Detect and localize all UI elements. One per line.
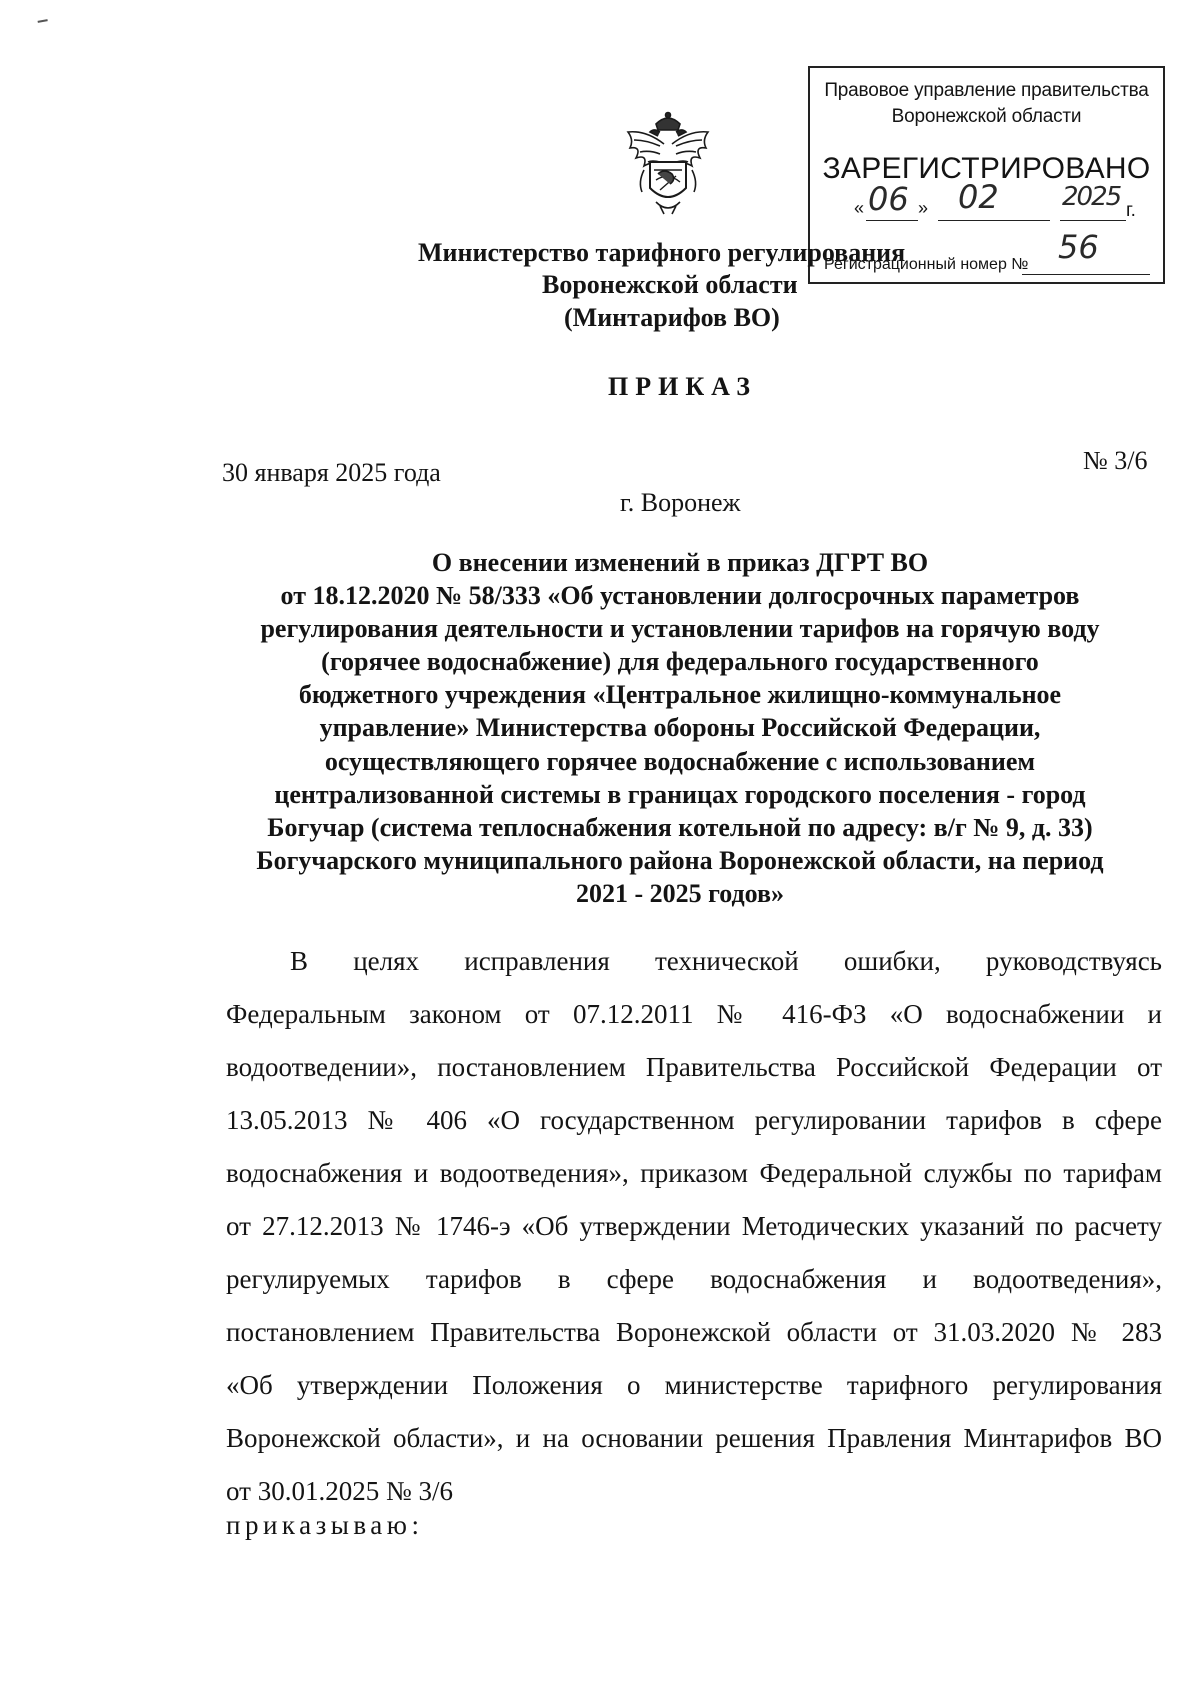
body-line: регулируемых тарифов в сфере водоснабжения и водоотведения», [226,1264,1162,1294]
subject-line: Богучар (система теплоснабжения котельной по адресу: в/г № 9, д. 33) [267,812,1093,842]
scan-mark [38,19,49,27]
subject-line: 2021 - 2025 годов» [575,878,785,908]
body-line: постановлением Правительства Воронежской области от 31.03.2020 № 283 [226,1317,1162,1347]
body-line: от 30.01.2025 № 3/6 [226,1476,453,1506]
subject-line: регулирования деятельности и установлении тарифов на горячую воду [260,614,1100,644]
stamp-month-underline [938,220,1050,221]
subject-line: (горячее водоснабжение) для федерального государственного [321,647,1039,677]
order-verb: приказываю: [226,1510,424,1540]
stamp-year-underline [1060,220,1126,221]
stamp-month: 02 [958,178,999,216]
body-line: «Об утверждении Положения о министерстве тарифного регулирования [226,1370,1162,1400]
body-line: водоотведении», постановлением Правительства Российской Федерации от [226,1052,1162,1082]
order-subject [200,546,1160,910]
subject-line: осуществляющего горячее водоснабжение с использованием [324,746,1036,776]
subject-line: Богучарского муниципального района Воронежской области, на период [256,845,1104,875]
subject-line: бюджетного учреждения «Центральное жилищно-коммунальное [298,680,1062,710]
stamp-quote-close: » [918,198,929,218]
stamp-reg-underline [1022,274,1150,275]
order-title: ПРИКАЗ [608,372,758,401]
order-number: № 3/6 [1083,446,1148,475]
stamp-year: 2025 [1062,182,1121,212]
stamp-reg-label: Регистрационный номер № [824,256,1029,273]
stamp-day-underline [866,220,918,221]
order-city: г. Воронеж [620,488,741,517]
stamp-year-suffix: г. [1126,200,1136,221]
body-line: 13.05.2013 № 406 «О государственном регулировании тарифов в сфере [226,1105,1162,1135]
order-date: 30 января 2025 года [222,458,441,487]
ministry-name-line2: Воронежской области [542,270,798,299]
stamp-quote-open: « [854,198,865,218]
stamp-title: ЗАРЕГИСТРИРОВАНО [822,152,1151,185]
stamp-reg-number: 56 [1058,228,1099,266]
subject-line: централизованной системы в границах городского поселения - город [274,779,1086,809]
subject-line: от 18.12.2020 № 58/333 «Об установлении долгосрочных параметров [280,581,1080,611]
body-line: Федеральным законом от 07.12.2011 № 416-ФЗ «О водоснабжении и [226,999,1162,1029]
order-preamble [226,935,1162,1518]
body-line: от 27.12.2013 № 1746-э «Об утверждении Методических указаний по расчету [226,1211,1162,1241]
stamp-authority-line1: Правовое управление правительства [824,80,1149,101]
body-line: водоснабжения и водоотведения», приказом Федеральной службы по тарифам [226,1158,1162,1188]
body-line: Воронежской области», и на основании решения Правления Минтарифов ВО [226,1423,1162,1453]
stamp-day: 06 [868,180,909,218]
stamp-authority-line2: Воронежской области [891,106,1082,127]
coat-of-arms-icon [620,110,716,216]
ministry-name-line1: Министерство тарифного регулирования [418,238,906,267]
body-line: В целях исправления технической ошибки, руководствуясь [290,946,1162,976]
subject-line: О внесении изменений в приказ ДГРТ ВО [431,548,929,577]
subject-line: управление» Министерства обороны Российской Федерации, [319,713,1041,743]
ministry-short-name: (Минтарифов ВО) [564,303,780,332]
